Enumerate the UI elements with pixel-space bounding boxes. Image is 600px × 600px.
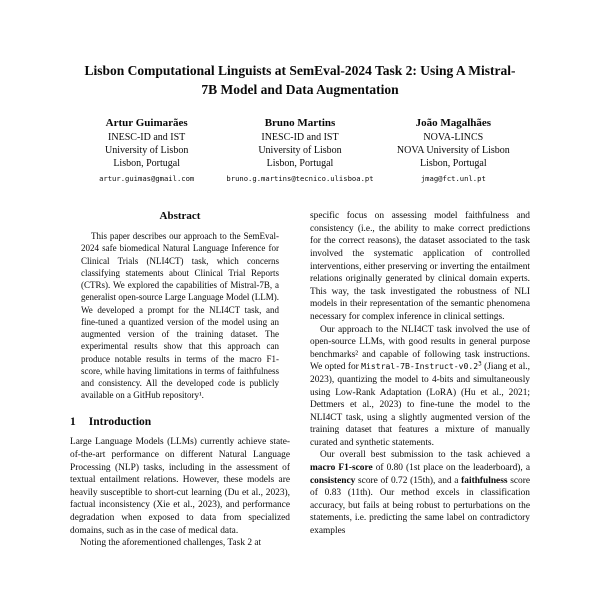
author-block xyxy=(70,116,530,183)
author-3-affiliation-2: NOVA University of Lisbon xyxy=(396,144,510,156)
author-1-email: artur.guimas@gmail.com xyxy=(99,174,195,184)
author-2-affiliation-3: Lisbon, Portugal xyxy=(266,158,334,169)
para-text: (Jiang et al., 2023), quantizing the model to 4-bits and simultaneously using Low-Rank Adaptation (LoRA) (Hu et al., 2021; Dettmers et al., 2023) to fine-tune the model to the NLI4CT task, using a slightly augmented version of the training dataset that features a mixture of manually curated and synthetic statements. xyxy=(310,362,530,448)
author-3-affiliation-1: NOVA-LINCS xyxy=(423,131,484,143)
author-2-email: bruno.g.martins@tecnico.ulisboa.pt xyxy=(226,174,374,184)
author-2-name: Bruno Martins xyxy=(264,116,336,129)
right-column-paragraph-2 xyxy=(310,324,530,450)
right-column-paragraph-3 xyxy=(310,449,530,537)
para-text: of 0.80 (1st place on the leaderboard), a xyxy=(372,463,530,474)
bold-term-consistency: consistency xyxy=(310,475,356,486)
right-column xyxy=(310,210,530,550)
author-1-name: Artur Guimarães xyxy=(105,116,188,129)
author-2-affiliation-1: INESC-ID and IST xyxy=(261,131,339,143)
bold-term-macro-f1: macro F1-score xyxy=(310,463,373,474)
author-3-email: jmag@fct.unl.pt xyxy=(420,174,486,184)
author-3-affiliation-3: Lisbon, Portugal xyxy=(419,158,487,169)
para-text: Our approach to the NLI4CT task involved the use of open-source LLMs, with good results in general purpose benchmarks² and capable of following task instructions. We opted for xyxy=(310,324,530,373)
author-1 xyxy=(70,116,223,183)
para-text: score of 0.72 (15th), and a xyxy=(355,475,462,486)
author-1-affiliation-3: Lisbon, Portugal xyxy=(113,158,180,169)
intro-paragraph-2: Noting the aforementioned challenges, Task 2 at xyxy=(80,538,262,549)
right-column-paragraph-1: specific focus on assessing model faithfulness and consistency (i.e., the ability to make correct predictions for the correct reasons), the dataset associated to the task involved the systematic application of controlled interventions, either preserving or inverting the entailment relations originally generated by clinical domain experts. This way, the task investigated the robustness of NLI models in their representation of the semantic phenomena necessary for complex inference in clinical settings. xyxy=(310,211,530,322)
section-heading-introduction xyxy=(70,416,290,428)
model-name-code xyxy=(361,361,482,371)
section-number: 1 xyxy=(70,416,76,429)
para-text: Our overall best submission to the task achieved a xyxy=(320,450,530,461)
section-title: Introduction xyxy=(88,416,152,429)
left-column xyxy=(70,210,290,550)
footnote-marker-3: 3 xyxy=(478,360,482,368)
author-1-affiliation-2: University of Lisbon xyxy=(105,144,189,156)
bold-term-faithfulness: faithfulness xyxy=(461,475,508,486)
author-2-affiliation-2: University of Lisbon xyxy=(258,144,342,156)
abstract-text: This paper describes our approach to the SemEval-2024 safe biomedical Natural Language Inference for Clinical Trials (NLI4CT) task, which concerns classifying statements about Clinical Trial Reports (CTRs). We explored the capabilities of Mistral-7B, a generalist open-source Large Language Model (LLM). We developed a prompt for the NLI4CT task, and fine-tuned a quantized version of the model using an augmented version of the training dataset. The experimental results show that this approach can produce notable results in terms of the macro F1-score, while having limitations in terms of faithfulness and consistency. All the developed code is publicly available on a GitHub repository¹. xyxy=(81,231,279,401)
paper-title: Lisbon Computational Linguists at SemEval-2024 Task 2: Using A Mistral-7B Model and Data Augmentation xyxy=(84,63,516,97)
two-column-body xyxy=(70,210,530,550)
abstract-heading: Abstract xyxy=(159,210,201,223)
author-2 xyxy=(223,116,376,183)
author-3 xyxy=(377,116,530,183)
para-text: score of 0.83 (11th). Our method excels in classification accuracy, but fails at being robust to perturbations on the statements, i.e. predicting the same label on contradictory examples xyxy=(310,475,531,537)
author-3-name: João Magalhães xyxy=(415,116,492,129)
author-1-affiliation-1: INESC-ID and IST xyxy=(108,131,186,143)
model-name: Mistral-7B-Instruct-v0.2 xyxy=(361,361,479,372)
intro-paragraph-1: Large Language Models (LLMs) currently achieve state-of-the-art performance on different Natural Language Processing (NLP) tasks, including in the assessment of textual entailment relations. However, these models are heavily susceptible to short-cut learning (Du et al., 2023), factual inconsistency (Xie et al., 2023), and performance degradation when exposed to data from specialized domains, such as in the case of medical data. xyxy=(70,437,290,536)
